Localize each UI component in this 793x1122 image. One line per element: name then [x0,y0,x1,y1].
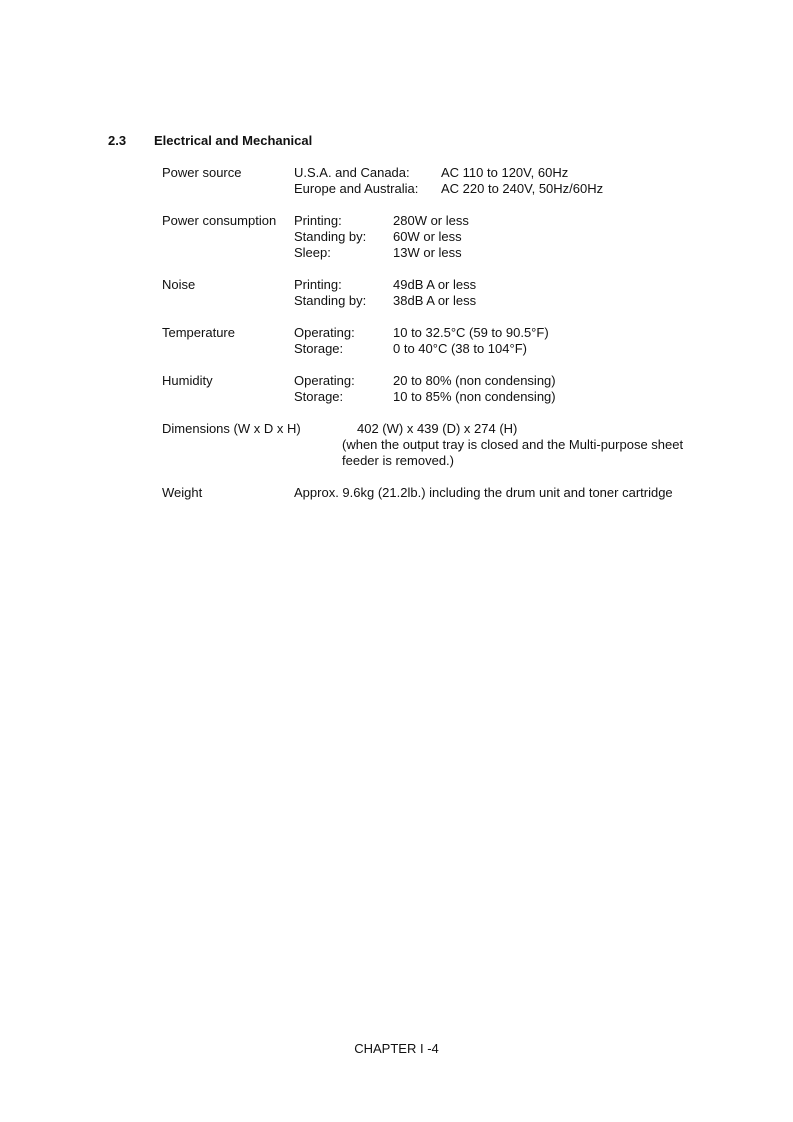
spec-label: Power consumption [162,213,277,228]
spec-note: feeder is removed.) [342,453,454,468]
spec-value: AC 110 to 120V, 60Hz [441,165,569,180]
spec-note: (when the output tray is closed and the Multi-purpose sheet [342,437,684,452]
spec-value: 10 to 85% (non condensing) [393,389,556,404]
spec-label: Noise [162,277,196,292]
spec-label: Humidity [162,373,213,388]
spec-label: Weight [162,485,203,500]
spec-value: 0 to 40°C (38 to 104°F) [393,341,527,356]
spec-value: 402 (W) x 439 (D) x 274 (H) [357,421,518,436]
spec-value: 10 to 32.5°C (59 to 90.5°F) [393,325,549,340]
spec-mode: Operating: [294,373,355,388]
spec-mode: Printing: [294,213,342,228]
spec-value: AC 220 to 240V, 50Hz/60Hz [441,181,604,196]
spec-value: 280W or less [393,213,469,228]
spec-mode: Storage: [294,389,344,404]
section-title: Electrical and Mechanical [154,133,313,148]
spec-value: 13W or less [393,245,462,260]
spec-mode: Standing by: [294,229,367,244]
spec-value: 20 to 80% (non condensing) [393,373,556,388]
spec-mode: Storage: [294,341,344,356]
spec-value: 49dB A or less [393,277,477,292]
spec-region: U.S.A. and Canada: [294,165,410,180]
spec-mode: Sleep: [294,245,331,260]
spec-label: Power source [162,165,242,180]
spec-value: Approx. 9.6kg (21.2lb.) including the drum unit and toner cartridge [294,485,673,500]
spec-label: Dimensions (W x D x H) [162,421,301,436]
spec-mode: Standing by: [294,293,367,308]
spec-value: 60W or less [393,229,462,244]
page-footer: CHAPTER I -4 [354,1041,439,1056]
section-number: 2.3 [108,133,127,148]
spec-label: Temperature [162,325,235,340]
spec-mode: Operating: [294,325,355,340]
spec-region: Europe and Australia: [294,181,419,196]
spec-value: 38dB A or less [393,293,477,308]
spec-mode: Printing: [294,277,342,292]
